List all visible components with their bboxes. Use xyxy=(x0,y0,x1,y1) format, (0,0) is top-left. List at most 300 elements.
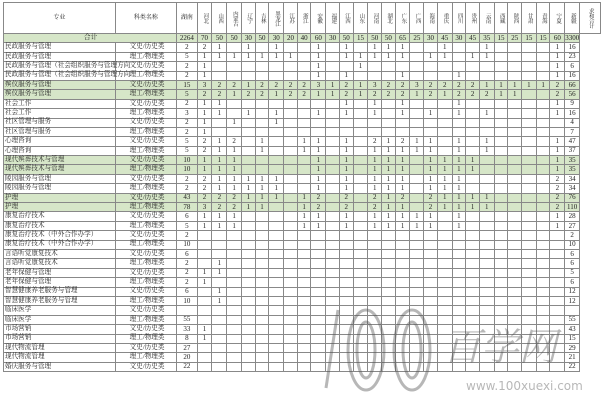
category-name: 文史/历史类 xyxy=(115,62,177,71)
table-row xyxy=(4,221,601,230)
quota-cell xyxy=(353,127,368,136)
quota-cell xyxy=(536,52,550,61)
quota-cell xyxy=(522,212,537,221)
quota-cell xyxy=(353,278,368,287)
table-row xyxy=(4,109,601,118)
quota-cell xyxy=(326,137,340,146)
quota-cell xyxy=(494,278,508,287)
quota-cell xyxy=(242,249,256,258)
quota-cell xyxy=(522,43,537,52)
quota-cell xyxy=(382,99,396,108)
quota-cell xyxy=(255,212,269,221)
category-name: 文史/历史类 xyxy=(115,287,177,296)
quota-cell: 1 xyxy=(326,90,340,99)
quota-cell xyxy=(353,268,368,277)
quota-cell xyxy=(227,71,242,80)
quota-cell xyxy=(368,362,382,371)
quota-cell: 1 xyxy=(395,52,410,61)
quota-cell: 1 xyxy=(212,184,227,193)
quota-cell xyxy=(424,127,438,136)
quota-cell xyxy=(536,343,550,352)
quota-cell: 1 xyxy=(466,156,480,165)
quota-cell: 34 xyxy=(565,174,580,183)
quota-cell: 1 xyxy=(255,193,269,202)
header-province: 安徽 xyxy=(311,3,326,34)
quota-cell: 2 xyxy=(284,80,298,89)
quota-cell: 1 xyxy=(368,221,382,230)
quota-cell: 1 xyxy=(197,62,212,71)
header-province: 黑龙江 xyxy=(269,3,284,34)
quota-cell xyxy=(424,362,438,371)
major-name: 康复治疗技术 xyxy=(4,221,116,230)
quota-cell xyxy=(326,212,340,221)
total-cell: 35 xyxy=(479,34,494,43)
quota-cell xyxy=(269,127,284,136)
quota-cell xyxy=(550,334,565,343)
category-name: 文史/历史类 xyxy=(115,231,177,240)
quota-cell: 1 xyxy=(368,109,382,118)
quota-cell xyxy=(536,118,550,127)
quota-cell xyxy=(536,43,550,52)
quota-cell xyxy=(368,268,382,277)
quota-cell: 1 xyxy=(339,43,353,52)
quota-cell xyxy=(284,212,298,221)
category-name: 理工/物理类 xyxy=(115,334,177,343)
quota-cell: 66 xyxy=(565,80,580,89)
quota-cell xyxy=(479,287,494,296)
quota-cell xyxy=(368,353,382,362)
total-row xyxy=(4,34,601,43)
quota-cell xyxy=(255,287,269,296)
quota-cell xyxy=(227,287,242,296)
quota-cell xyxy=(326,174,340,183)
quota-cell xyxy=(197,296,212,305)
category-name: 文史/历史类 xyxy=(115,249,177,258)
quota-cell xyxy=(197,343,212,352)
quota-cell: 2 xyxy=(339,193,353,202)
quota-cell: 2 xyxy=(284,90,298,99)
quota-cell: 1 xyxy=(212,137,227,146)
quota-cell: 1 xyxy=(382,165,396,174)
table-row xyxy=(4,287,601,296)
quota-cell: 2 xyxy=(368,90,382,99)
quota-cell xyxy=(452,343,466,352)
quota-cell xyxy=(269,268,284,277)
quota-cell xyxy=(508,137,522,146)
quota-cell xyxy=(522,62,537,71)
total-label: 合计 xyxy=(4,34,177,43)
quota-cell xyxy=(311,296,326,305)
quota-cell xyxy=(452,362,466,371)
header-province: 山西 xyxy=(212,3,227,34)
major-name: 民政服务与管理 xyxy=(4,43,116,52)
quota-cell: 2 xyxy=(197,174,212,183)
quota-cell: 1 xyxy=(339,109,353,118)
quota-cell: 1 xyxy=(550,137,565,146)
quota-cell: 1 xyxy=(382,212,396,221)
total-cell: 30 xyxy=(452,34,466,43)
quota-cell: 2 xyxy=(550,80,565,89)
quota-cell: 1 xyxy=(479,146,494,155)
quota-cell: 2 xyxy=(177,184,198,193)
quota-cell xyxy=(395,240,410,249)
quota-cell: 1 xyxy=(269,43,284,52)
quota-cell xyxy=(508,203,522,212)
quota-cell xyxy=(227,334,242,343)
quota-cell xyxy=(242,118,256,127)
header-province: 江苏 xyxy=(284,3,298,34)
quota-cell xyxy=(326,259,340,268)
quota-cell xyxy=(437,325,452,334)
quota-cell xyxy=(353,325,368,334)
quota-cell: 1 xyxy=(368,165,382,174)
quota-cell: 1 xyxy=(197,334,212,343)
quota-cell xyxy=(284,334,298,343)
quota-cell: 1 xyxy=(550,62,565,71)
quota-cell xyxy=(452,118,466,127)
quota-cell xyxy=(466,212,480,221)
quota-cell: 1 xyxy=(212,174,227,183)
quota-cell xyxy=(437,287,452,296)
total-cell: 45 xyxy=(437,34,452,43)
quota-cell xyxy=(353,249,368,258)
total-cell: 30 xyxy=(424,34,438,43)
quota-cell: 5 xyxy=(177,52,198,61)
quota-cell xyxy=(255,306,269,315)
quota-cell xyxy=(410,287,424,296)
quota-cell xyxy=(424,43,438,52)
quota-cell xyxy=(494,193,508,202)
quota-cell xyxy=(382,231,396,240)
major-name: 护理 xyxy=(4,193,116,202)
quota-cell: 6 xyxy=(565,249,580,258)
quota-cell: 1 xyxy=(311,221,326,230)
quota-cell xyxy=(353,362,368,371)
quota-cell: 10 xyxy=(177,165,198,174)
quota-cell xyxy=(494,249,508,258)
total-cell: 15 xyxy=(494,34,508,43)
quota-cell xyxy=(494,71,508,80)
total-cell: 25 xyxy=(410,34,424,43)
quota-cell xyxy=(339,353,353,362)
quota-cell xyxy=(410,109,424,118)
quota-cell xyxy=(522,259,537,268)
quota-cell xyxy=(368,287,382,296)
total-cell: 2264 xyxy=(177,34,198,43)
quota-cell xyxy=(508,212,522,221)
quota-cell xyxy=(242,287,256,296)
quota-cell xyxy=(452,259,466,268)
quota-cell xyxy=(255,62,269,71)
quota-cell xyxy=(368,334,382,343)
quota-cell xyxy=(311,362,326,371)
quota-cell xyxy=(550,343,565,352)
quota-cell: 1 xyxy=(197,278,212,287)
quota-cell xyxy=(395,268,410,277)
quota-cell xyxy=(522,90,537,99)
quota-cell xyxy=(536,165,550,174)
quota-cell xyxy=(311,240,326,249)
quota-cell xyxy=(395,325,410,334)
quota-cell: 1 xyxy=(197,268,212,277)
quota-cell: 4 xyxy=(565,118,580,127)
quota-cell xyxy=(311,325,326,334)
quota-cell xyxy=(508,43,522,52)
quota-cell xyxy=(522,278,537,287)
quota-cell: 10 xyxy=(177,156,198,165)
quota-cell: 2 xyxy=(212,90,227,99)
quota-cell: 1 xyxy=(437,52,452,61)
quota-cell xyxy=(197,249,212,258)
quota-cell: 1 xyxy=(227,174,242,183)
quota-cell xyxy=(269,306,284,315)
quota-cell xyxy=(212,127,227,136)
quota-cell: 1 xyxy=(494,80,508,89)
quota-cell xyxy=(479,127,494,136)
quota-cell xyxy=(437,109,452,118)
quota-cell: 1 xyxy=(197,118,212,127)
quota-cell: 1 xyxy=(382,156,396,165)
quota-cell: 2 xyxy=(466,80,480,89)
quota-cell xyxy=(353,343,368,352)
header-province: 广西 xyxy=(410,3,424,34)
quota-cell: 2 xyxy=(197,184,212,193)
quota-cell: 16 xyxy=(565,71,580,80)
table-row xyxy=(4,212,601,221)
quota-cell xyxy=(522,306,537,315)
quota-cell: 1 xyxy=(410,146,424,155)
quota-cell xyxy=(197,362,212,371)
quota-cell: 1 xyxy=(212,165,227,174)
quota-cell: 1 xyxy=(382,193,396,202)
quota-cell: 1 xyxy=(197,99,212,108)
quota-cell xyxy=(353,221,368,230)
quota-cell xyxy=(269,353,284,362)
quota-cell xyxy=(353,212,368,221)
major-name: 社区管理与服务 xyxy=(4,127,116,136)
quota-cell: 2 xyxy=(382,80,396,89)
quota-cell xyxy=(466,315,480,324)
quota-cell: 3 xyxy=(311,80,326,89)
quota-cell xyxy=(255,156,269,165)
quota-cell xyxy=(326,249,340,258)
quota-cell xyxy=(410,156,424,165)
quota-cell: 1 xyxy=(382,203,396,212)
quota-cell xyxy=(437,146,452,155)
quota-cell xyxy=(297,315,311,324)
total-cell: 70 xyxy=(197,34,212,43)
quota-cell xyxy=(326,203,340,212)
quota-cell: 1 xyxy=(395,174,410,183)
quota-cell xyxy=(353,109,368,118)
quota-cell xyxy=(284,146,298,155)
quota-cell xyxy=(395,249,410,258)
quota-cell xyxy=(255,109,269,118)
quota-cell xyxy=(255,296,269,305)
quota-cell xyxy=(269,343,284,352)
quota-cell xyxy=(536,221,550,230)
quota-cell: 27 xyxy=(565,221,580,230)
quota-cell xyxy=(550,353,565,362)
quota-cell: 1 xyxy=(339,71,353,80)
watermark-brand: 百学网 xyxy=(443,325,558,369)
quota-cell xyxy=(368,259,382,268)
quota-cell xyxy=(297,174,311,183)
quota-cell: 3 xyxy=(197,80,212,89)
quota-cell: 1 xyxy=(479,52,494,61)
quota-cell xyxy=(479,184,494,193)
quota-cell xyxy=(326,118,340,127)
quota-cell xyxy=(284,353,298,362)
quota-cell: 15 xyxy=(565,334,580,343)
quota-cell xyxy=(508,362,522,371)
quota-cell xyxy=(311,127,326,136)
quota-cell: 1 xyxy=(395,146,410,155)
quota-cell: 1 xyxy=(242,52,256,61)
quota-cell: 2 xyxy=(368,137,382,146)
category-name: 文史/历史类 xyxy=(115,80,177,89)
total-cell: 40 xyxy=(297,34,311,43)
quota-cell: 1 xyxy=(311,109,326,118)
major-name: 殡仪服务与管理 xyxy=(4,80,116,89)
quota-cell xyxy=(508,306,522,315)
quota-cell xyxy=(508,156,522,165)
quota-cell xyxy=(311,268,326,277)
quota-cell xyxy=(550,127,565,136)
quota-cell xyxy=(297,343,311,352)
quota-cell: 1 xyxy=(395,99,410,108)
quota-cell xyxy=(410,278,424,287)
quota-cell xyxy=(479,315,494,324)
quota-cell: 1 xyxy=(452,137,466,146)
quota-cell xyxy=(466,287,480,296)
quota-cell xyxy=(494,99,508,108)
quota-cell xyxy=(508,231,522,240)
total-cell: 15 xyxy=(522,34,537,43)
quota-cell xyxy=(508,127,522,136)
quota-cell: 33 xyxy=(177,325,198,334)
quota-cell xyxy=(550,296,565,305)
quota-cell: 2 xyxy=(197,146,212,155)
quota-cell xyxy=(437,306,452,315)
quota-cell: 1 xyxy=(269,184,284,193)
quota-cell: 1 xyxy=(197,156,212,165)
quota-cell xyxy=(508,343,522,352)
quota-cell: 1 xyxy=(452,174,466,183)
quota-cell xyxy=(424,249,438,258)
quota-cell xyxy=(353,193,368,202)
quota-cell: 1 xyxy=(466,165,480,174)
quota-cell xyxy=(255,43,269,52)
quota-cell xyxy=(197,259,212,268)
quota-cell xyxy=(424,334,438,343)
quota-cell xyxy=(452,334,466,343)
category-name: 理工/物理类 xyxy=(115,278,177,287)
table-row xyxy=(4,278,601,287)
quota-cell xyxy=(368,240,382,249)
quota-cell xyxy=(410,231,424,240)
quota-cell xyxy=(522,296,537,305)
quota-cell: 1 xyxy=(212,212,227,221)
category-name: 理工/物理类 xyxy=(115,353,177,362)
quota-cell xyxy=(297,296,311,305)
table-row xyxy=(4,315,601,324)
quota-cell xyxy=(339,259,353,268)
table-row xyxy=(4,165,601,174)
quota-cell xyxy=(197,315,212,324)
quota-cell xyxy=(368,325,382,334)
quota-cell xyxy=(466,306,480,315)
category-name: 理工/物理类 xyxy=(115,315,177,324)
quota-cell: 1 xyxy=(269,90,284,99)
major-name: 智慧健康养老服务与管理 xyxy=(4,287,116,296)
quota-cell xyxy=(212,362,227,371)
quota-cell xyxy=(522,353,537,362)
quota-cell xyxy=(382,296,396,305)
quota-cell xyxy=(353,231,368,240)
quota-cell xyxy=(297,325,311,334)
quota-cell: 6 xyxy=(565,62,580,71)
quota-cell: 1 xyxy=(424,174,438,183)
quota-cell xyxy=(479,296,494,305)
quota-cell xyxy=(452,306,466,315)
quota-cell xyxy=(550,278,565,287)
quota-cell xyxy=(255,118,269,127)
quota-cell xyxy=(255,315,269,324)
quota-cell xyxy=(255,268,269,277)
quota-cell xyxy=(382,268,396,277)
quota-cell xyxy=(242,71,256,80)
quota-cell: 1 xyxy=(424,109,438,118)
quota-cell xyxy=(550,362,565,371)
quota-cell xyxy=(452,231,466,240)
quota-cell: 1 xyxy=(437,203,452,212)
quota-cell: 1 xyxy=(212,146,227,155)
quota-cell xyxy=(536,99,550,108)
quota-cell xyxy=(424,343,438,352)
quota-cell: 1 xyxy=(395,203,410,212)
quota-cell: 1 xyxy=(269,52,284,61)
quota-cell xyxy=(269,249,284,258)
quota-cell xyxy=(479,306,494,315)
quota-cell xyxy=(437,99,452,108)
quota-cell: 1 xyxy=(227,156,242,165)
table-row xyxy=(4,71,601,80)
table-row xyxy=(4,193,601,202)
quota-cell xyxy=(479,353,494,362)
quota-cell xyxy=(227,343,242,352)
quota-cell: 2 xyxy=(212,193,227,202)
quota-cell xyxy=(494,212,508,221)
quota-cell xyxy=(466,137,480,146)
quota-cell xyxy=(326,156,340,165)
category-name: 理工/物理类 xyxy=(115,52,177,61)
total-cell: 50 xyxy=(339,34,353,43)
quota-cell xyxy=(424,231,438,240)
quota-cell xyxy=(410,343,424,352)
quota-cell: 1 xyxy=(353,52,368,61)
major-name: 现代殡葬技术与管理 xyxy=(4,156,116,165)
quota-cell xyxy=(326,362,340,371)
quota-cell: 1 xyxy=(382,52,396,61)
category-name: 文史/历史类 xyxy=(115,174,177,183)
quota-cell xyxy=(494,146,508,155)
quota-cell xyxy=(368,249,382,258)
total-cell: 20 xyxy=(284,34,298,43)
quota-cell xyxy=(311,259,326,268)
quota-cell xyxy=(227,231,242,240)
quota-cell: 37 xyxy=(565,146,580,155)
